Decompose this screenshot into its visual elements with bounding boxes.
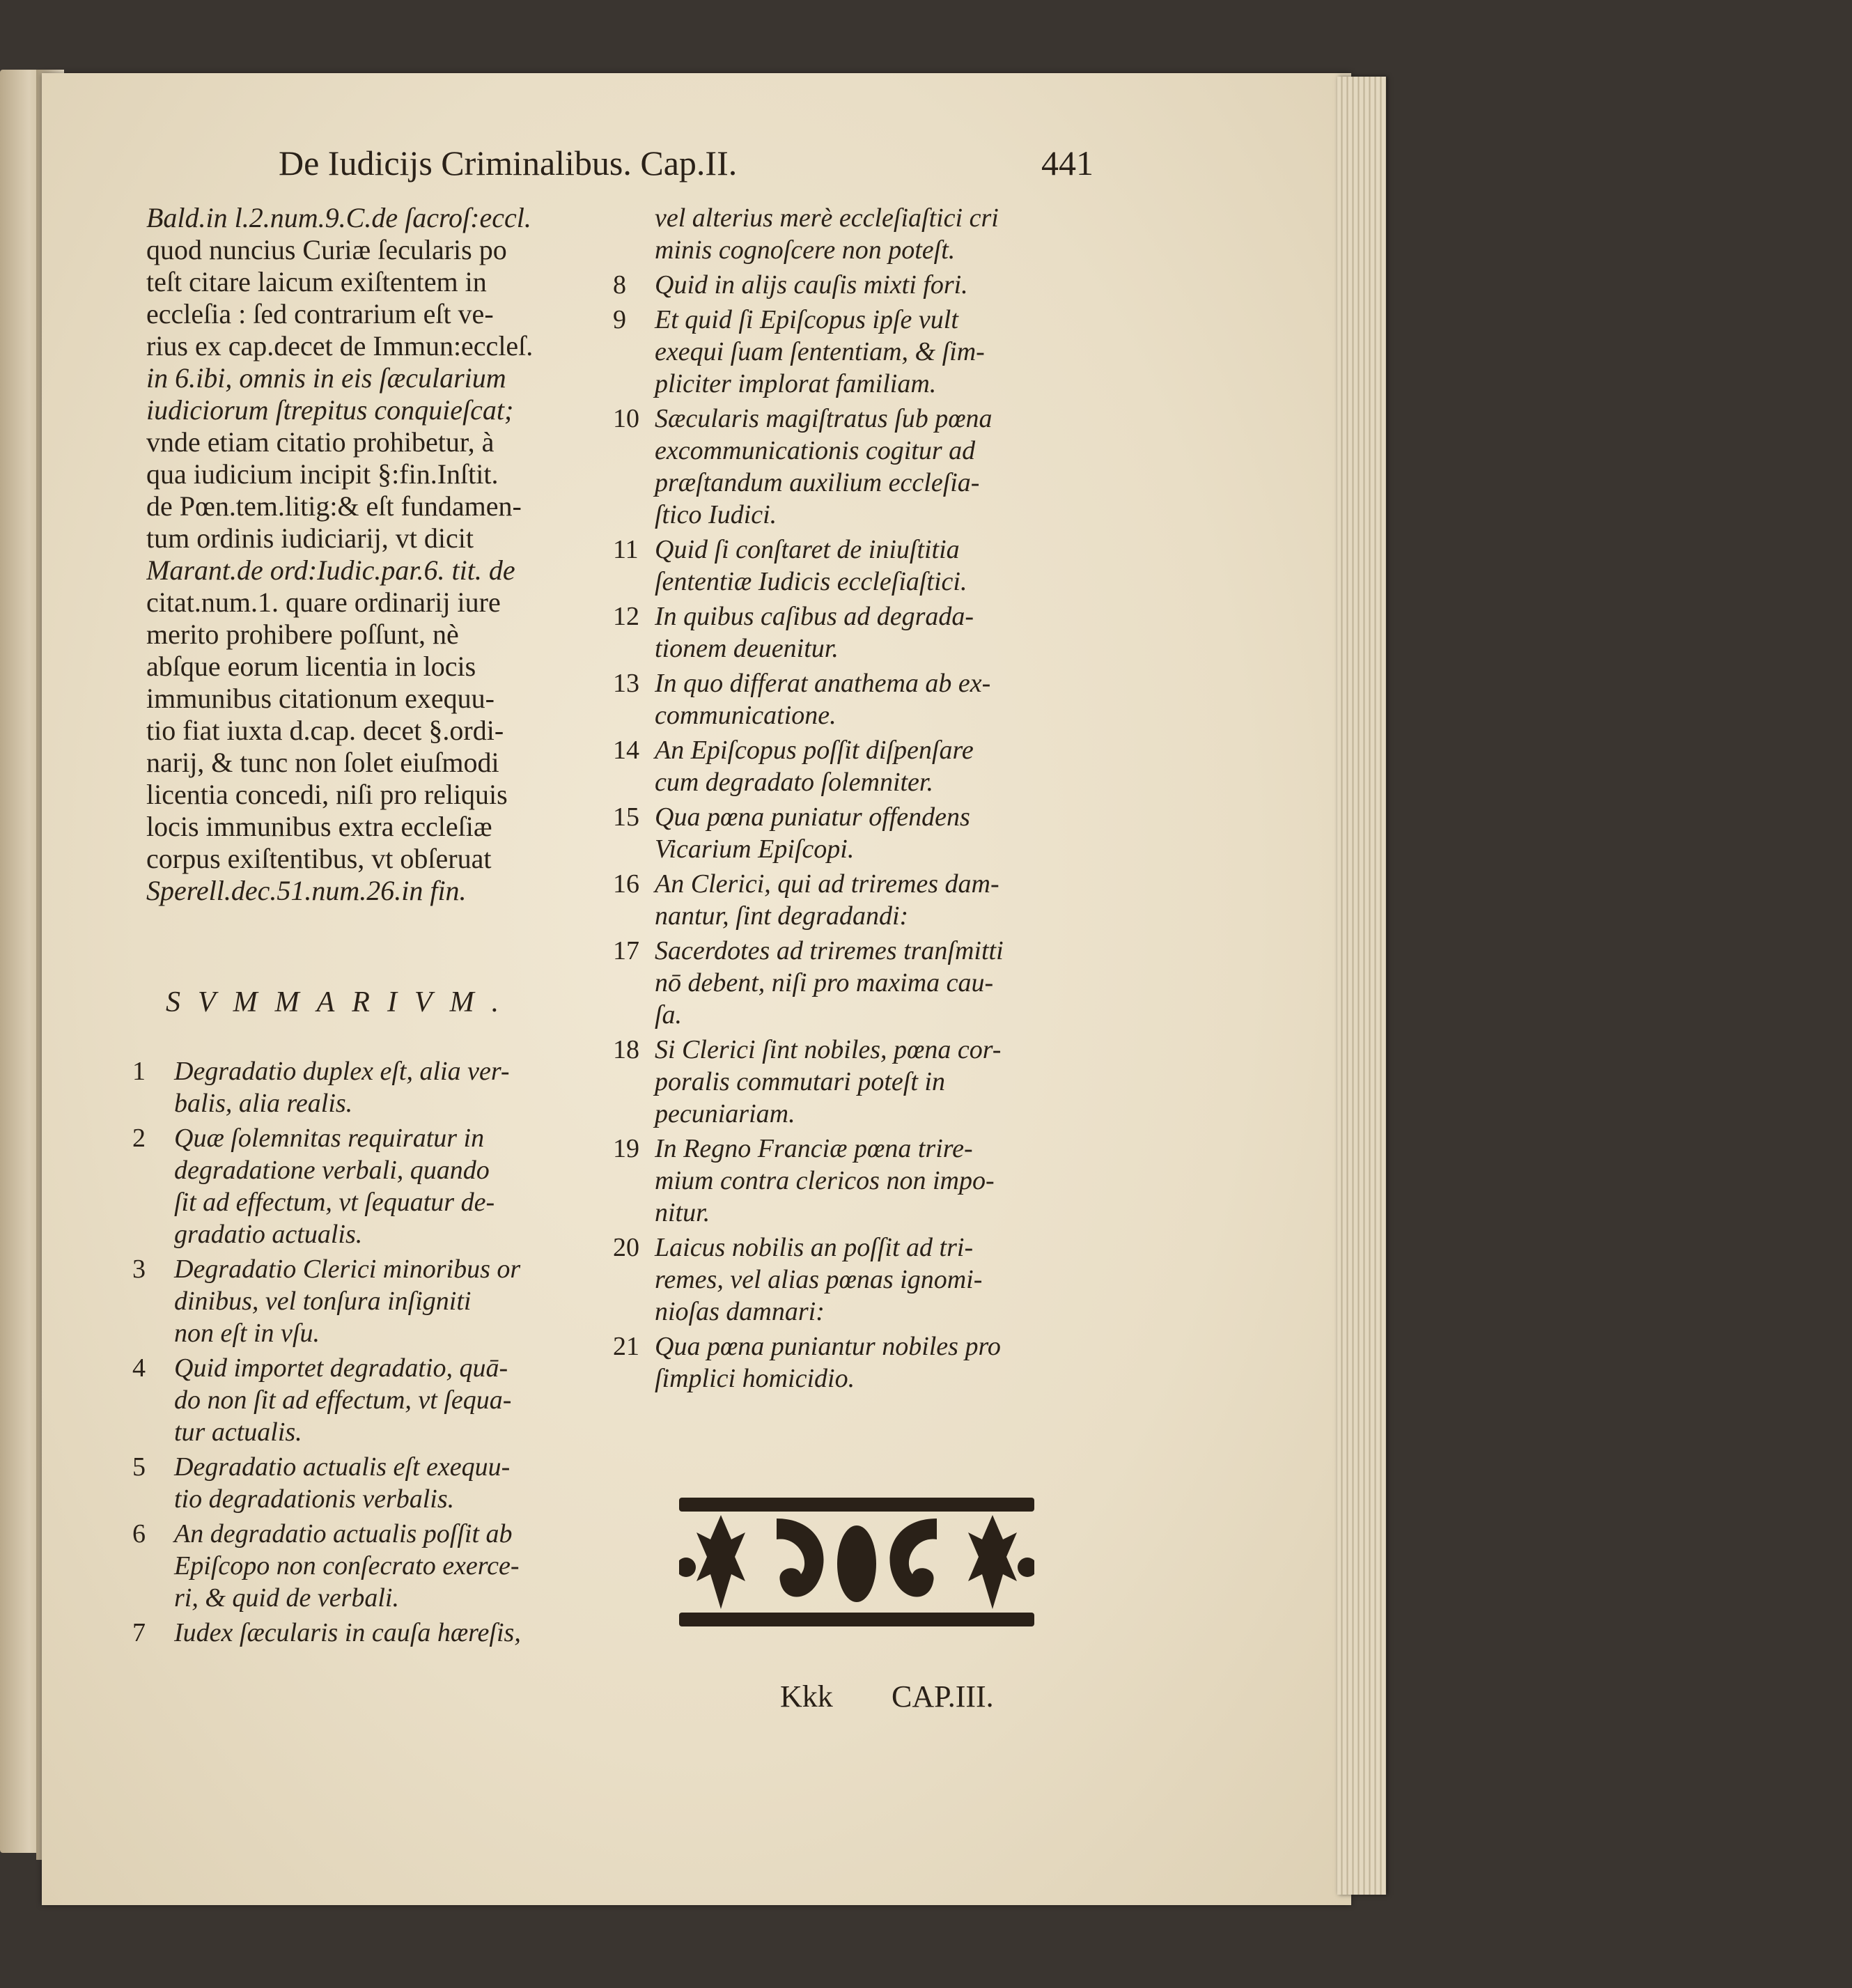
summary-item-text: Quæ ſolemnitas requiratur in degradatione verbali, quando ſit ad effectum, vt ſequatur de- gradatio actualis. bbox=[174, 1124, 495, 1249]
text-line: merito prohibere poſſunt, nè bbox=[146, 619, 459, 650]
decorative-ornament bbox=[679, 1498, 1034, 1626]
text-line: eccleſia : ſed contrarium eſt ve- bbox=[146, 298, 494, 329]
summary-item-text: In quibus caſibus ad degrada- tionem deuenitur. bbox=[655, 602, 974, 663]
summary-item-number: 19 bbox=[613, 1134, 639, 1163]
summary-item-text: Qua pœna puniatur offendens Vicarium Epiſcopi. bbox=[655, 802, 970, 864]
left-column-text bbox=[146, 202, 606, 907]
summary-item-text: Quid in alijs cauſis mixti fori. bbox=[655, 270, 968, 300]
summary-item-number: 1 bbox=[132, 1057, 146, 1086]
summary-item-text: Sacerdotes ad triremes tranſmitti nō debent, niſi pro maxima cau- ſa. bbox=[655, 936, 1004, 1030]
summary-item-number: 21 bbox=[613, 1332, 639, 1361]
summary-item-number: 2 bbox=[132, 1124, 146, 1153]
text-line: Bald.in l.2.num.9.C.de ſacroſ:eccl. bbox=[146, 202, 531, 233]
summary-item-number: 6 bbox=[132, 1519, 146, 1548]
catchword: CAP.III. bbox=[892, 1679, 994, 1714]
page-number: 441 bbox=[1041, 143, 1094, 183]
text-line: rius ex cap.decet de Immun:eccleſ. bbox=[146, 330, 534, 362]
text-line: quod nuncius Curiæ ſecularis po bbox=[146, 234, 507, 265]
text-line: qua iudicium incipit §:fin.Inſtit. bbox=[146, 458, 499, 490]
summary-item bbox=[613, 1034, 1142, 1130]
summary-item bbox=[132, 1518, 662, 1614]
page-header bbox=[279, 143, 1094, 185]
text-line: citat.num.1. quare ordinarij iure bbox=[146, 587, 501, 618]
summary-item-number: 14 bbox=[613, 736, 639, 765]
summary-item bbox=[132, 1122, 662, 1250]
text-line: locis immunibus extra eccleſiæ bbox=[146, 811, 492, 842]
summary-item-number: 4 bbox=[132, 1353, 146, 1383]
summary-item-text: In quo differat anathema ab ex- communicatione. bbox=[655, 669, 991, 730]
text-line: teſt citare laicum exiſtentem in bbox=[146, 266, 487, 297]
summary-item bbox=[613, 304, 1142, 400]
summary-item-number: 11 bbox=[613, 535, 639, 564]
summary-item bbox=[613, 403, 1142, 531]
page-edges bbox=[1337, 77, 1386, 1895]
summary-item-text: Et quid ſi Epiſcopus ipſe vult exequi ſuam ſententiam, & ſim- pliciter implorat familiam. bbox=[655, 305, 985, 398]
summary-item bbox=[613, 801, 1142, 865]
summary-item-text: An Epiſcopus poſſit diſpenſare cum degradato ſolemniter. bbox=[655, 736, 974, 797]
summary-item-text: Qua pœna puniantur nobiles pro ſimplici homicidio. bbox=[655, 1332, 1001, 1393]
summary-item-text: vel alterius merè eccleſiaſtici cri minis cognoſcere non poteſt. bbox=[655, 203, 999, 265]
summary-item bbox=[613, 868, 1142, 932]
summary-item-number: 3 bbox=[132, 1255, 146, 1284]
summary-item-number: 17 bbox=[613, 936, 639, 965]
summary-item-text: Quid importet degradatio, quā- do non ſit ad effectum, vt ſequa- tur actualis. bbox=[174, 1353, 512, 1447]
summary-item-number: 9 bbox=[613, 305, 626, 334]
text-line: vnde etiam citatio prohibetur, à bbox=[146, 426, 495, 458]
summary-item bbox=[132, 1451, 662, 1515]
summary-item-text: An degradatio actualis poſſit ab Epiſcopo non conſecrato exerce- ri, & quid de verbali. bbox=[174, 1519, 520, 1613]
summary-item-number: 20 bbox=[613, 1233, 639, 1262]
summary-item-text: Degradatio actualis eſt exequu- tio degradationis verbalis. bbox=[174, 1452, 511, 1514]
summary-item-text: An Clerici, qui ad triremes dam- nantur, ſint degradandi: bbox=[655, 869, 999, 931]
summary-item-text: Quid ſi conſtaret de iniuſtitia ſententiæ Iudicis eccleſiaſtici. bbox=[655, 535, 967, 596]
running-head: De Iudicijs Criminalibus. Cap.II. bbox=[279, 143, 738, 183]
summary-item-text: Sæcularis magiſtratus ſub pœna excommunicationis cogitur ad præſtandum auxilium eccleſia- ſtico Iudici. bbox=[655, 404, 993, 529]
summary-item-number: 18 bbox=[613, 1035, 639, 1064]
summary-item-number: 5 bbox=[132, 1452, 146, 1482]
summary-item-number: 15 bbox=[613, 802, 639, 832]
summary-item bbox=[132, 1055, 662, 1119]
summary-item bbox=[613, 1133, 1142, 1229]
summary-item bbox=[613, 935, 1142, 1031]
summary-item bbox=[613, 269, 1142, 301]
summary-item bbox=[613, 534, 1142, 598]
text-line: in 6.ibi, omnis in eis ſæcularium bbox=[146, 362, 506, 394]
text-line: Sperell.dec.51.num.26.in fin. bbox=[146, 875, 467, 906]
summary-item-text: Iudex ſæcularis in cauſa hæreſis, bbox=[174, 1618, 521, 1647]
summary-item bbox=[132, 1352, 662, 1448]
summary-item-text: Si Clerici ſint nobiles, pœna cor- poralis commutari poteſt in pecuniariam. bbox=[655, 1035, 1002, 1128]
summary-item-text: Degradatio duplex eſt, alia ver- balis, alia realis. bbox=[174, 1057, 510, 1118]
summary-item bbox=[613, 1232, 1142, 1328]
summary-item-number: 12 bbox=[613, 602, 639, 631]
text-line: abſque eorum licentia in locis bbox=[146, 651, 476, 682]
text-line: iudiciorum ſtrepitus conquieſcat; bbox=[146, 394, 514, 426]
text-line: Marant.de ord:Iudic.par.6. tit. de bbox=[146, 554, 515, 586]
summary-item bbox=[613, 1330, 1142, 1395]
summary-item bbox=[132, 1617, 662, 1649]
signature-mark: Kkk bbox=[780, 1679, 833, 1714]
summary-item-number: 16 bbox=[613, 869, 639, 899]
text-line: narij, & tunc non ſolet eiuſmodi bbox=[146, 747, 499, 778]
text-line: immunibus citationum exequu- bbox=[146, 683, 495, 714]
summary-item-text: Degradatio Clerici minoribus or dinibus, vel tonſura inſigniti non eſt in vſu. bbox=[174, 1255, 521, 1348]
summary-item-number: 7 bbox=[132, 1618, 146, 1647]
text-line: tum ordinis iudiciarij, vt dicit bbox=[146, 522, 474, 554]
summary-item-text: In Regno Franciæ pœna trire- mium contra clericos non impo- nitur. bbox=[655, 1134, 995, 1227]
text-line: de Pœn.tem.litig:& eſt fundamen- bbox=[146, 490, 522, 522]
text-line: licentia concedi, niſi pro reliquis bbox=[146, 779, 508, 810]
summary-item bbox=[613, 202, 1142, 266]
summary-item-number: 8 bbox=[613, 270, 626, 300]
summary-item-text: Laicus nobilis an poſſit ad tri- remes, vel alias pœnas ignomi- nioſas damnari: bbox=[655, 1233, 983, 1326]
summary-item bbox=[613, 734, 1142, 798]
summary-item-number: 10 bbox=[613, 404, 639, 433]
summary-heading: SVMMARIVM. bbox=[166, 986, 517, 1018]
summary-item bbox=[613, 667, 1142, 731]
text-line: corpus exiſtentibus, vt obſeruat bbox=[146, 843, 492, 874]
text-line: tio fiat iuxta d.cap. decet §.ordi- bbox=[146, 715, 504, 746]
summary-item-number: 13 bbox=[613, 669, 639, 698]
summary-item bbox=[132, 1253, 662, 1349]
summary-item bbox=[613, 600, 1142, 665]
